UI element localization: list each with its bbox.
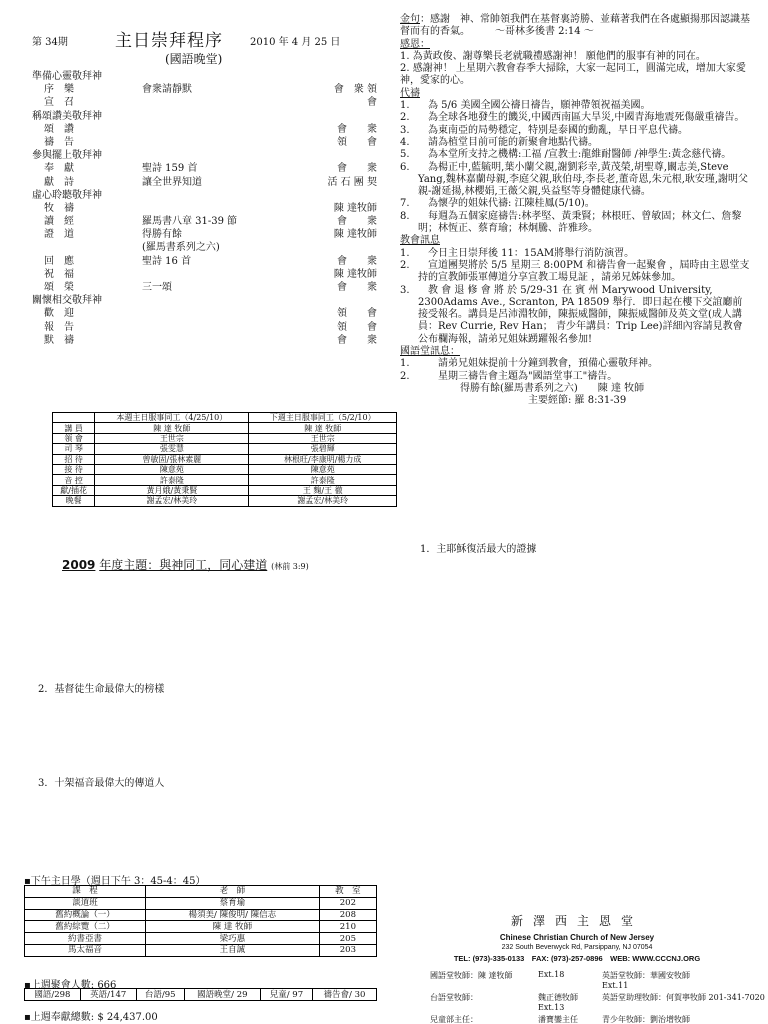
staff-name: Ext.18 (538, 970, 565, 979)
order-row (32, 255, 377, 268)
item-text: 教 會 退 修 會 將 於 5/29-31 在 賓 州 Marywood University, 2300Adams Ave., Scranton, PA 18509 舉行．即日起在樓下交誼廳前接受報名。講員是呂沛淵牧師，陳振威醫師，陳振威醫師及英文堂(成人講員：Rev Currie, Rev Han； 青少年講員：Trip Lee)詳細內容請見教會公布欄海報，請弟兄姐妹踴躍報名參加! (418, 284, 743, 345)
item-text: 為楊正中,藍毓明,葉小蘭父親,謝劉彩幸,黃茂榮,胡聖尊,闞志美,Steve Yang,魏林嘉蘭母親,李庭父親,耿伯母,李長老,董奇恩,朱元根,耿安瑾,謝明父親-謝延揚,林櫻娟,王薇父親,吳益堅等身體健康代禱。 (418, 161, 749, 198)
news-list (400, 248, 750, 346)
staff-role-2: Ext.11 (602, 981, 629, 990)
order-row (32, 215, 377, 228)
prayer-item (400, 162, 750, 199)
order-detail: 羅馬書八章 31-39 節 (142, 216, 238, 228)
order-item: 參與擺上敬拜神 (32, 150, 102, 162)
attendance-table (24, 988, 377, 1001)
issue-number: 第 34期 (32, 37, 68, 48)
item-number: 3. (400, 284, 410, 296)
attendance-cell: 英語/147 (80, 989, 136, 1001)
order-item: 虛心聆聽敬拜神 (32, 189, 102, 201)
table-cell: 陳 達 牧師 (249, 423, 397, 433)
table-row (53, 423, 397, 433)
order-detail: 三一頌 (142, 282, 172, 293)
theme-year: 2009 (62, 558, 96, 572)
order-row (32, 228, 377, 241)
order-leader: 會 (367, 97, 377, 109)
offering-total: ▪上週奉獻總數: $ 24,437.00 (24, 1012, 158, 1023)
attendance-cell: 兒童/ 97 (260, 989, 312, 1001)
announcements-column (400, 14, 750, 408)
item-number: 2. (400, 112, 410, 124)
sermon-note-1: 1．主耶穌復活最大的證據 (420, 544, 537, 555)
table-row (53, 454, 397, 464)
order-row (32, 83, 377, 96)
order-item: 序 樂 (44, 84, 74, 96)
prayer-item (400, 112, 750, 124)
church-address: 232 South Beverwyck Rd, Parsippany, NJ 07054 (501, 944, 653, 951)
order-leader: 會 衆 (337, 123, 377, 135)
order-leader: 領 會 (337, 136, 377, 148)
table-cell: 張雯慧 (95, 444, 249, 454)
order-leader: 會 衆 領 (333, 84, 377, 96)
service-date: 2010 年 4 月 25 日 (250, 37, 341, 48)
year-theme (62, 556, 309, 573)
table-cell: 晚餐 (53, 496, 95, 506)
table-cell: 音 控 (53, 475, 95, 485)
church-contact: TEL: (973)-335-0133 FAX: (973)-257-0896 WEB: WWW.CCCNJ.ORG (453, 954, 701, 963)
order-item: 證 道 (44, 229, 74, 241)
item-number: 6. (400, 161, 410, 173)
order-leader: 陳 達牧師 (333, 202, 377, 214)
order-leader: 會 衆 (337, 216, 377, 228)
page-subtitle: (國語晚堂) (165, 52, 223, 66)
staff-role-2: 青少年牧師：劉治增牧師 (602, 1015, 690, 1024)
staff-role: 國語堂牧師：陳 達牧師 (430, 971, 513, 980)
order-detail: 聖詩 16 首 (142, 255, 192, 267)
item-text: 為懷孕的姐妹代禱: 江陳桂鳳(5/10)。 (418, 198, 595, 210)
table-cell: 208 (319, 909, 376, 921)
order-row (32, 110, 377, 123)
table-cell: 馬太福音 (25, 944, 146, 956)
item-number: 1. (400, 358, 410, 370)
prayer-item (400, 125, 750, 137)
mandarin-heading: 國語堂訊息： (400, 346, 460, 358)
attendance-title: ▪上週聚會人數: 666 (24, 980, 117, 991)
order-leader: 會 衆 (337, 163, 377, 175)
table-cell: 領 會 (53, 433, 95, 443)
item-number: 4. (400, 136, 410, 148)
church-footer (402, 912, 752, 964)
prayer-item (400, 137, 750, 149)
order-item: 稱頌讚美敬拜神 (32, 110, 102, 122)
table-cell: 王 麴/王 徹 (249, 485, 397, 495)
prayer-item (400, 149, 750, 161)
order-leader: 陳 達牧師 (333, 229, 377, 241)
table-row (25, 921, 377, 933)
table-cell: 王世宗 (249, 433, 397, 443)
table-cell: 王自誠 (146, 944, 320, 956)
worship-order-list (32, 70, 377, 347)
table-cell: 課 程 (25, 886, 146, 898)
table-cell: 約書亞書 (25, 933, 146, 945)
item-number: 1. (400, 247, 410, 259)
attendance-cell: 台語/95 (136, 989, 184, 1001)
order-detail: 聖詩 159 首 (142, 163, 198, 175)
item-number: 8. (400, 210, 410, 222)
table-cell: 招 待 (53, 454, 95, 464)
staff-role: 兒童部主任： (430, 1015, 478, 1024)
verse-text: ：感謝 神、常帥領我們在基督裏誇勝、並藉著我們在各處顯揚那因認識基督而有的香氣。 ～哥林多後書 2:14 ～ (400, 14, 750, 38)
table-cell: 210 (319, 921, 376, 933)
order-item: 頌 榮 (44, 282, 74, 293)
table-row (53, 475, 397, 485)
mandarin-item (400, 371, 750, 383)
table-cell: 陳 達 牧師 (146, 921, 320, 933)
order-item: 牧 禱 (44, 202, 74, 214)
table-cell: 講 員 (53, 423, 95, 433)
table-cell: 謝孟宏/林美玲 (95, 496, 249, 506)
order-leader: 會 衆 (337, 255, 377, 267)
order-row (32, 176, 377, 189)
order-item: 歡 迎 (44, 308, 74, 320)
next-scripture: 主要經節: 羅 8:31-39 (528, 395, 627, 407)
attendance-cell: 禱告會/ 30 (312, 989, 376, 1001)
item-text: 為東南亞的局勢穩定，特別是泰國的動亂，早日平息代禱。 (418, 124, 688, 136)
order-row (32, 321, 377, 334)
staff-role-2: 英語堂牧師：華國安牧師 (602, 971, 690, 980)
thanks-list (400, 51, 750, 88)
item-text: 宣道團契將於 5/5 星期三 8:00PM 和禱告會一起聚會 ，屆時由主恩堂支持的宣教師張軍傳道分享宣教工場見証 ，請弟兄姊妹參加。 (418, 259, 750, 284)
order-detail: 得勝有餘 (142, 229, 182, 241)
table-row (25, 933, 377, 945)
order-item: 讀 經 (44, 216, 74, 228)
table-row (53, 464, 397, 474)
item-number: 2. (400, 370, 410, 382)
staff-name: 魏正德牧師 (538, 993, 578, 1002)
mandarin-item (400, 358, 750, 370)
order-row (32, 281, 377, 294)
table-cell: 王世宗 (95, 433, 249, 443)
table-cell: 許泰隆 (249, 475, 397, 485)
item-number: 1. (400, 100, 410, 112)
order-detail: (羅馬書系列之六) (142, 242, 220, 254)
sunday-school-title: ▪下午主日學（週日下午 3：45-4：45） (24, 876, 206, 887)
order-leader: 會 衆 (337, 334, 377, 346)
church-name: 新澤西主恩堂 (510, 914, 643, 928)
order-row (32, 334, 377, 347)
table-cell: 獻/插花 (53, 485, 95, 495)
order-leader: 陳 達牧師 (333, 268, 377, 280)
golden-verse (400, 14, 750, 39)
table-header: 下週主日服事同工（5/2/10） (249, 413, 397, 423)
table-cell: 老 師 (146, 886, 320, 898)
order-row (32, 307, 377, 320)
table-cell: 謝孟宏/林美玲 (249, 496, 397, 506)
table-cell: 司 琴 (53, 444, 95, 454)
order-row (32, 70, 377, 83)
table-cell: 接 待 (53, 464, 95, 474)
mandarin-list (400, 358, 750, 383)
table-header (53, 413, 95, 423)
order-item: 回 應 (44, 255, 74, 267)
order-leader: 領 會 (337, 321, 377, 333)
item-text: 請為植堂目前可能的新聚會地點代禱。 (418, 136, 598, 148)
news-heading: 教會訊息 (400, 235, 440, 247)
order-row (32, 241, 377, 254)
table-row (53, 444, 397, 454)
item-number: 3. (400, 124, 410, 136)
item-text: 今日主日崇拜後 11：15AM將舉行消防演習。 (418, 247, 635, 259)
order-item: 奉 獻 (44, 163, 74, 175)
table-cell: 梁巧惠 (146, 933, 320, 945)
table-cell: 陳意苑 (249, 464, 397, 474)
order-row (32, 162, 377, 175)
table-header: 本週主日服事同工（4/25/10） (95, 413, 249, 423)
sermon-note-2: 2．基督徒生命最偉大的榜樣 (38, 684, 165, 695)
table-cell: 蔡育瑜 (146, 897, 320, 909)
item-text: 星期三禱告會主題為"國語堂事工"禱告。 (418, 370, 618, 382)
order-leader: 領 會 (337, 308, 377, 320)
item-number: 2. (400, 259, 410, 271)
next-sermon: 得勝有餘(羅馬書系列之六) 陳 達 牧師 (460, 382, 645, 394)
table-cell: 202 (319, 897, 376, 909)
order-detail: 讓全世界知道 (142, 176, 202, 188)
item-number: 5. (400, 149, 410, 161)
order-row (32, 96, 377, 109)
table-row (25, 989, 377, 1001)
news-item (400, 260, 750, 285)
order-item: 獻 詩 (44, 176, 74, 188)
prayer-heading: 代禱 (400, 87, 420, 99)
item-text: 請弟兄姐妹提前十分鐘到教會，預備心靈敬拜神。 (418, 358, 658, 370)
item-text: 為本堂所支持之機構:工福 /宣教士:龍維耐醫師 /神學生:黃念慈代禱。 (418, 149, 732, 161)
order-row (32, 202, 377, 215)
prayer-list (400, 100, 750, 235)
staff-name: Ext.13 (538, 1003, 565, 1012)
staff-role: 台語堂牧師： (430, 993, 478, 1002)
item-text: 為全球各地發生的饑災,中國西南區大旱災,中國青海地震死傷嚴重禱告。 (418, 112, 745, 124)
order-item: 祝 福 (44, 268, 74, 280)
prayer-item (400, 198, 750, 210)
prayer-item (400, 211, 750, 236)
table-cell: 舊約概論（一） (25, 909, 146, 921)
table-cell: 陳 達 牧師 (95, 423, 249, 433)
order-item: 禱 告 (44, 136, 74, 148)
order-item: 頌 讚 (44, 123, 74, 135)
theme-ref: (林前 3:9) (271, 562, 309, 571)
order-item: 默 禱 (44, 334, 74, 346)
table-cell: 舊約綜覽（二） (25, 921, 146, 933)
table-row (25, 909, 377, 921)
table-header-row (53, 413, 397, 423)
sunday-school-table (24, 885, 377, 957)
attendance-cell: 國語晚堂/ 29 (184, 989, 260, 1001)
table-cell: 205 (319, 933, 376, 945)
order-detail: 會衆請靜默 (142, 84, 192, 96)
order-row (32, 123, 377, 136)
prayer-item (400, 100, 750, 112)
table-row (53, 485, 397, 495)
item-text: 為 5/6 美國全國公禱日禱告，願神帶領祝福美國。 (418, 100, 651, 112)
attendance-cell: 國語/298 (25, 989, 81, 1001)
news-item (400, 285, 750, 346)
order-leader: 會 衆 (337, 282, 377, 293)
item-number: 7. (400, 198, 410, 210)
table-cell: 陳意苑 (95, 464, 249, 474)
thanks-item: 2. 感謝神！ 上星期六教會春季大掃除，大家一起同工，圓滿完成，增加大家愛神，愛家的心。 (400, 63, 746, 87)
staff-name: 潘寶鑾主任 (538, 1015, 578, 1024)
sermon-note-3: 3．十架福音最偉大的傳道人 (38, 778, 165, 789)
table-cell: 教 室 (319, 886, 376, 898)
table-row (53, 433, 397, 443)
order-row (32, 189, 377, 202)
table-row (25, 886, 377, 898)
order-row (32, 294, 377, 307)
table-cell: 曾敏固/張林素麗 (95, 454, 249, 464)
page-title: 主日崇拜程序 (115, 31, 223, 51)
order-item: 報 告 (44, 321, 74, 333)
order-item: 準備心靈敬拜神 (32, 71, 102, 82)
order-item: 關懷相交敬拜神 (32, 295, 102, 307)
order-row (32, 149, 377, 162)
table-row (25, 897, 377, 909)
table-cell: 談道班 (25, 897, 146, 909)
table-cell: 林根旺/李康明/楊力成 (249, 454, 397, 464)
item-text: 每週為五個家庭禱告:林孝堅、黃秉賢；林根旺、曾敏固；林文仁、詹黎明；林恆正、蔡育瑜；林炯騰、許雅珍。 (418, 210, 742, 235)
thanks-heading: 感恩： (400, 38, 430, 50)
service-staff-table (52, 412, 397, 507)
order-leader: 活 石 團 契 (327, 176, 377, 188)
table-cell: 203 (319, 944, 376, 956)
order-item: 宣 召 (44, 97, 74, 109)
order-row (32, 268, 377, 281)
order-row (32, 136, 377, 149)
table-cell: 張碧輝 (249, 444, 397, 454)
verse-heading: 金句 (400, 14, 420, 25)
table-cell: 楊須美/ 陳俊明/ 陳信志 (146, 909, 320, 921)
news-item (400, 248, 750, 260)
church-english-name: Chinese Christian Church of New Jersey (499, 933, 655, 942)
theme-text: 年度主題：與神同工，同心建道 (99, 558, 268, 572)
table-row (25, 944, 377, 956)
staff-role-2: 英語堂助理牧師：何賀寧牧師 201-341-7020 (602, 993, 765, 1002)
table-row (53, 496, 397, 506)
table-cell: 許泰隆 (95, 475, 249, 485)
thanks-item: 1. 為黃政俊、謝尊樂長老就職禮感謝神！ 願他們的服事有神的同在。 (400, 50, 706, 62)
table-cell: 黃月娥/黃秉賢 (95, 485, 249, 495)
